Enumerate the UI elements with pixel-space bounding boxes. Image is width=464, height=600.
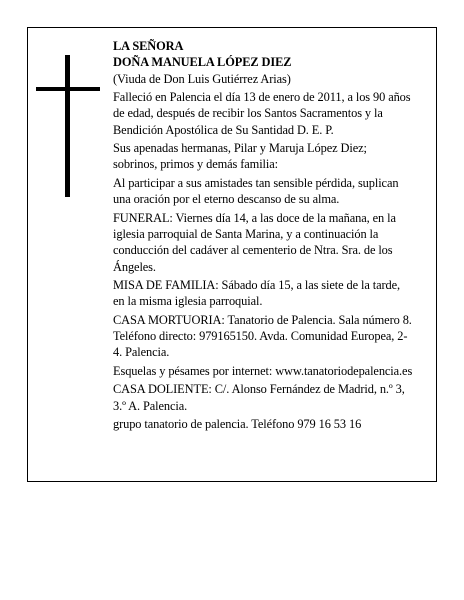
- latin-cross-icon: [36, 55, 100, 197]
- online-condolences: Esquelas y pésames por internet: www.tanatoriodepalencia.es: [113, 363, 413, 378]
- death-announcement: Falleció en Palencia el día 13 de enero de 2011, a los 90 años de edad, después de recibir los Santos Sacramentos y la Bendición Apostólica de Su Santidad D. E. P.: [113, 90, 411, 137]
- cross-vertical-bar: [65, 55, 70, 197]
- funeral-info: FUNERAL: Viernes día 14, a las doce de la mañana, en la iglesia parroquial de Santa Marina, y a continuación la conducción del cadáver al cementerio de Ntra. Sra. de los Ángeles.: [113, 210, 396, 274]
- funeral-home-info: CASA MORTUORIA: Tanatorio de Palencia. Sala número 8. Teléfono directo: 979165150. Avda. Comunidad Europea, 2-4. Palencia.: [113, 312, 412, 360]
- cross-horizontal-bar: [36, 87, 100, 91]
- family-mourners: Sus apenadas hermanas, Pilar y Maruja López Diez; sobrinos, primos y demás familia:: [113, 141, 367, 172]
- family-home-address: CASA DOLIENTE: C/. Alonso Fernández de Madrid, n.º 3, 3.º A. Palencia.: [113, 382, 405, 413]
- prayer-request: Al participar a sus amistades tan sensible pérdida, suplican una oración por el eterno descanso de su alma.: [113, 175, 399, 207]
- deceased-name: DOÑA MANUELA LÓPEZ DIEZ: [113, 55, 292, 70]
- title-block: [113, 38, 413, 87]
- family-mass-info: MISA DE FAMILIA: Sábado día 15, a las siete de la tarde, en la misma iglesia parroquial.: [113, 278, 401, 309]
- obituary-text: [113, 38, 413, 435]
- notice-heading: LA SEÑORA: [113, 39, 184, 53]
- deceased-subtitle: (Viuda de Don Luis Gutiérrez Arias): [113, 71, 291, 86]
- funeral-group-phone: grupo tanatorio de palencia. Teléfono 979 16 53 16: [113, 417, 362, 432]
